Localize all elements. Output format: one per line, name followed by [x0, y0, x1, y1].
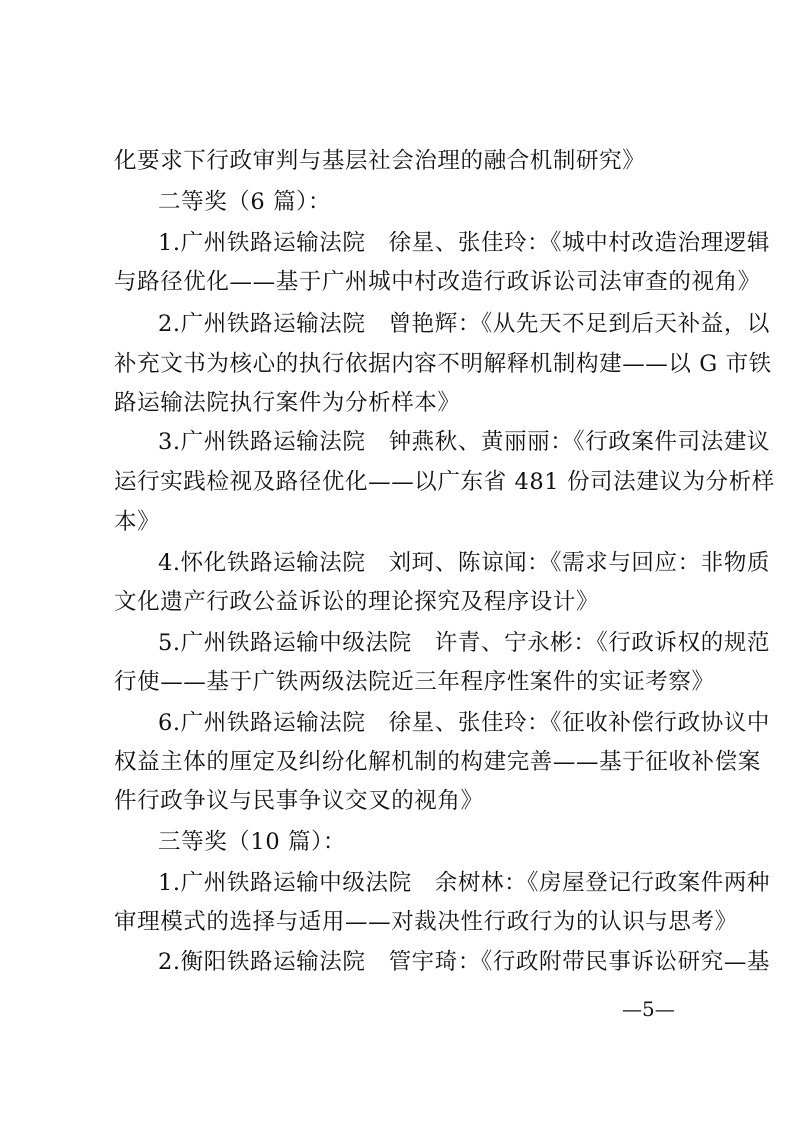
- text-line-1: 化要求下行政审判与基层社会治理的融合机制研究》: [114, 148, 646, 174]
- text-line-15: 6.广州铁路运输法院 徐星、张佳玲：《征收补偿行政协议中: [158, 710, 771, 736]
- text-line-5: 2.广州铁路运输法院 曾艳辉：《从先天不足到后天补益，以: [158, 311, 771, 337]
- text-line-19: 1.广州铁路运输中级法院 余树林：《房屋登记行政案件两种: [158, 870, 771, 896]
- text-line-20: 审理模式的选择与适用——对裁决性行政行为的认识与思考》: [114, 909, 738, 935]
- text-line-6: 补充文书为核心的执行依据内容不明解释机制构建——以 G 市铁: [114, 351, 772, 377]
- text-line-11: 4.怀化铁路运输法院 刘珂、陈谅闻：《需求与回应：非物质: [158, 550, 771, 576]
- text-line-16: 权益主体的厘定及纠纷化解机制的构建完善——基于征收补偿案: [114, 749, 761, 775]
- text-line-7: 路运输法院执行案件为分析样本》: [114, 390, 461, 416]
- text-line-8: 3.广州铁路运输法院 钟燕秋、黄丽丽：《行政案件司法建议: [158, 429, 771, 455]
- text-line-13: 5.广州铁路运输中级法院 许青、宁永彬：《行政诉权的规范: [158, 630, 771, 656]
- text-line-4: 与路径优化——基于广州城中村改造行政诉讼司法审查的视角》: [114, 269, 761, 295]
- text-line-10: 本》: [114, 509, 161, 535]
- text-line-21: 2.衡阳铁路运输法院 管宇琦：《行政附带民事诉讼研究—基: [158, 949, 771, 975]
- award-heading-second-prize: 二等奖（6 篇）：: [158, 189, 332, 215]
- text-line-9: 运行实践检视及路径优化——以广东省 481 份司法建议为分析样: [114, 469, 775, 495]
- text-line-17: 件行政争议与民事争议交叉的视角》: [114, 788, 484, 814]
- award-heading-third-prize: 三等奖（10 篇）：: [158, 829, 347, 855]
- text-line-14: 行使——基于广铁两级法院近三年程序性案件的实证考察》: [114, 669, 715, 695]
- page-number: —5—: [622, 997, 675, 1021]
- text-line-3: 1.广州铁路运输法院 徐星、张佳玲：《城中村改造治理逻辑: [158, 230, 771, 256]
- text-line-12: 文化遗产行政公益诉讼的理论探究及程序设计》: [114, 589, 600, 615]
